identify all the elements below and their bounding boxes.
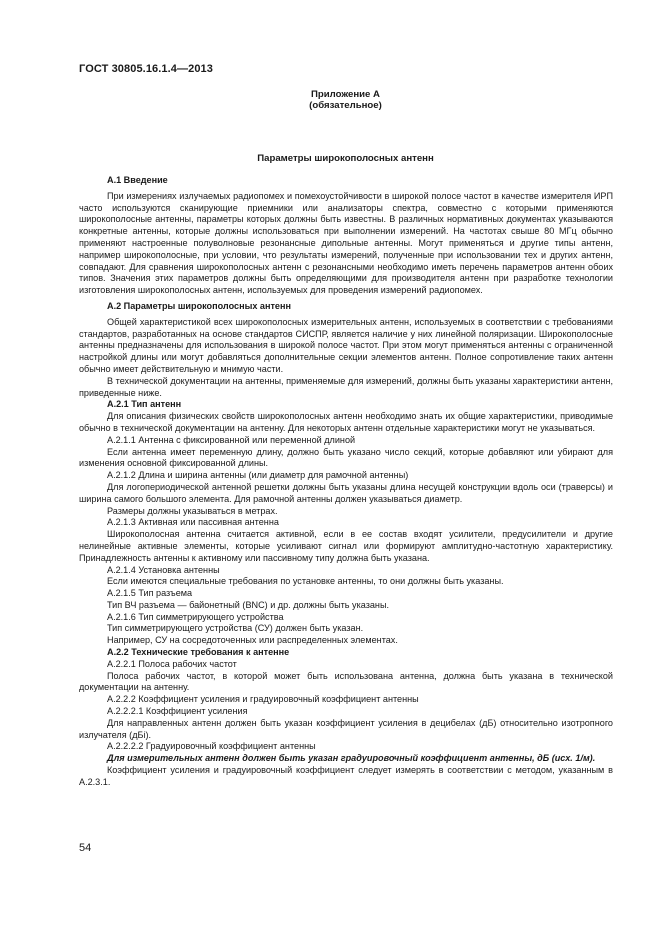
paragraph: Для описания физических свойств широкополосных антенн необходимо знать их общие характеристики, приводимые обычно в технической документации на антенну. Для некоторых антенн отдельные характеристики могут не указываться. — [79, 411, 613, 433]
paragraph: Тип ВЧ разъема — байонетный (BNC) и др. должны быть указаны. — [107, 599, 390, 610]
paragraph: Для направленных антенн должен быть указан коэффициент усиления в децибелах (дБ) относительно изотропного излучателя (дБi). — [79, 717, 613, 740]
paragraph: Тип симметрирующего устройства (СУ) должен быть указан. — [107, 623, 364, 634]
paragraph: Размеры должны указываться в метрах. — [107, 505, 278, 516]
clause-heading: А.2.1.4 Установка антенны — [107, 564, 220, 575]
paragraph: В технической документации на антенны, применяемые для измерений, должны быть указаны характеристики антенн, приведенные ниже. — [79, 375, 613, 398]
clause-heading: А.2.2.2.1 Коэффициент усиления — [107, 706, 248, 717]
clause-heading: А.2.1.5 Тип разъема — [107, 588, 193, 599]
clause-heading: А.2.1.3 Активная или пассивная антенна — [107, 517, 279, 528]
paragraph: Коэффициент усиления и градуировочный коэффициент следует измерять в соответствии с методом, указанным в А.2.3.1. — [79, 765, 613, 787]
clause-heading: А.2.2.2.2 Градуировочный коэффициент антенны — [107, 741, 316, 752]
clause-heading: А.2.2.2 Коэффициент усиления и градуировочный коэффициент антенны — [107, 694, 419, 705]
paragraph: Полоса рабочих частот, в которой может быть использована антенна, должна быть указана в технической документации на антенну. — [79, 670, 613, 693]
clause-heading: А.2.1.6 Тип симметрирующего устройства — [107, 611, 284, 622]
body-text — [79, 175, 613, 789]
subsection-heading: А.1 Введение — [107, 175, 168, 185]
section-title: Параметры широкополосных антенн — [257, 153, 434, 164]
paragraph: Широкополосная антенна считается активной, если в ее состав входят усилители, предусилители и другие нелинейные активные элементы, которые усиливают сигнал или формируют амплитудно-частотную характеристику. Принадлежность антенны к активному или пассивному типу должна быть указана. — [79, 529, 613, 563]
standard-number: ГОСТ 30805.16.1.4—2013 — [79, 63, 213, 75]
paragraph: При измерениях излучаемых радиопомех и помехоустойчивости в широкой полосе частот в качестве измерителя ИРП часто используются сканирующие приемники или анализаторы спектра, совместно с которыми применяются широкополосные антенны, параметры которых должны быть известны. В различных нормативных документах указываются конкретные антенны, которые должны использоваться при выполнении измерений. На частотах свыше 80 МГц обычно применяют настроенные полуволновые резонансные дипольные антенны. Могут применяться и другие типы антенн, например широкополосные, при условии, что результаты измерений, полученные при использовании тех и других антенн, совпадают. Для сравнения широкополосных антенн с резонансными необходимо иметь перечень параметров антенн обоих типов. Значения этих параметров должны быть определяющими для производителя антенн при разработке технологии изготовления широкополосных антенн, используемых для проведения измерений радиопомех. — [79, 190, 613, 296]
subsection-heading: А.2.2 Технические требования к антенне — [107, 647, 290, 658]
appendix-status: (обязательное) — [309, 100, 382, 111]
appendix-title: Приложение А — [311, 89, 380, 100]
paragraph: Общей характеристикой всех широкополосных измерительных антенн, используемых в соответствии с требованиями стандартов, разработанных на основе стандартов СИСПР, является наличие у них линейной поляризации. Широкополосные антенны предназначены для использования в широкой полосе частот. При этом могут применяться антенны с ограниченной настройкой длины или могут добавляться дополнительные секции элементов антенн. Полное сопротивление таких антенн обычно имеет действительную и мнимую части. — [79, 316, 613, 374]
paragraph: Если антенна имеет переменную длину, должно быть указано число секций, которые добавляют или убирают для изменения основной фиксированной длины. — [79, 446, 613, 469]
paragraph: Для логопериодической антенной решетки должны быть указаны длина несущей конструкции вдоль оси (траверсы) и ширина самого большого элемента. Для рамочной антенны должен указываться диаметр. — [79, 481, 613, 504]
subsection-heading: А.2 Параметры широкополосных антенн — [107, 300, 291, 311]
subsection-heading: А.2.1 Тип антенн — [107, 399, 182, 410]
page-number: 54 — [79, 842, 92, 854]
clause-heading: А.2.1.2 Длина и ширина антенны (или диаметр для рамочной антенны) — [107, 470, 409, 481]
clause-heading: А.2.1.1 Антенна с фиксированной или переменной длиной — [107, 434, 356, 445]
paragraph: Если имеются специальные требования по установке антенны, то они должны быть указаны. — [107, 576, 504, 587]
clause-heading: А.2.2.1 Полоса рабочих частот — [107, 658, 237, 669]
paragraph: Например, СУ на сосредоточенных или распределенных элементах. — [107, 635, 398, 646]
emphasized-paragraph: Для измерительных антенн должен быть указан градуировочный коэффициент антенны, дБ (исх. 1/м). — [107, 753, 596, 764]
